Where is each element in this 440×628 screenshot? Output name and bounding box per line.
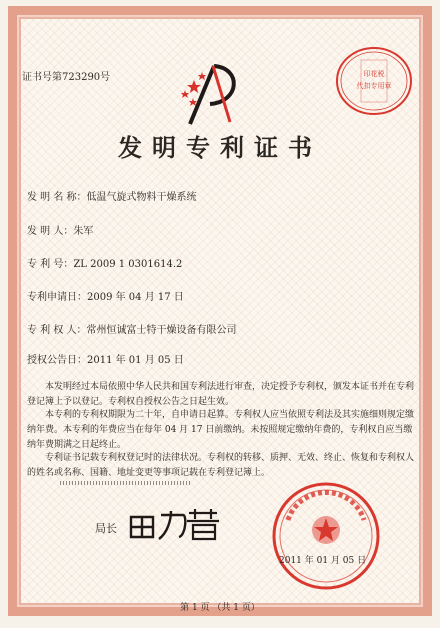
certificate-number: 证书号第723290号 [22, 72, 111, 83]
svg-text:代扣专用章: 代扣专用章 [356, 82, 392, 90]
paragraph-legal-status: 专利证书记载专利权登记时的法律状况。专利权的转移、质押、无效、终止、恢复和专利权人的姓名或名称、国籍、地址变更等事项记载在专利登记簿上。 [27, 453, 415, 478]
patent-office-logo [180, 60, 240, 128]
field-invention-name [27, 188, 197, 203]
field-inventor [27, 222, 93, 237]
field-value: 2009 年 04 月 17 日 [87, 292, 184, 303]
barcode-strip [60, 481, 190, 485]
field-label: 发 明 人： [27, 226, 74, 237]
field-value: 2011 年 01 月 05 日 [87, 355, 184, 366]
svg-text:印花税: 印花税 [363, 70, 385, 78]
field-label: 专利申请日： [27, 292, 87, 303]
field-label: 专 利 号： [27, 259, 74, 270]
field-application-date [27, 288, 184, 303]
paragraph-term: 本专利的专利权期限为二十年，自申请日起算。专利权人应当依照专利法及其实施细则规定缴纳年费。本专利的年费应当在每年 04 月 17 日前缴纳。未按照规定缴纳年费的，专利权自应当缴纳年费期满之日起终止。 [27, 410, 415, 450]
page-footer: 第 1 页 （共 1 页） [180, 603, 260, 613]
signatory-title: 局长 [95, 522, 117, 535]
paragraph-grant: 本发明经过本局依照中华人民共和国专利法进行审查，决定授予专利权，颁发本证书并在专利登记簿上予以登记。专利权自授权公告之日起生效。 [27, 382, 415, 407]
field-label: 专 利 权 人： [27, 325, 87, 336]
tax-stamp-seal [335, 46, 413, 116]
field-label: 授权公告日： [27, 355, 87, 366]
field-grant-date [27, 351, 184, 366]
field-value: ZL 2009 1 0301614.2 [73, 259, 183, 270]
seal-date: 2011 年 01 月 05 日 [279, 556, 367, 566]
field-patent-number [27, 255, 182, 270]
field-value: 低温气旋式物料干燥系统 [86, 192, 197, 203]
page-title: 发明专利证书 [118, 133, 322, 162]
field-label: 发 明 名 称： [27, 192, 87, 203]
field-value: 朱军 [73, 226, 94, 237]
national-seal [262, 480, 390, 590]
field-value: 常州恒诚富士特干燥设备有限公司 [86, 325, 237, 336]
field-patentee [27, 321, 237, 336]
signature [125, 505, 225, 545]
